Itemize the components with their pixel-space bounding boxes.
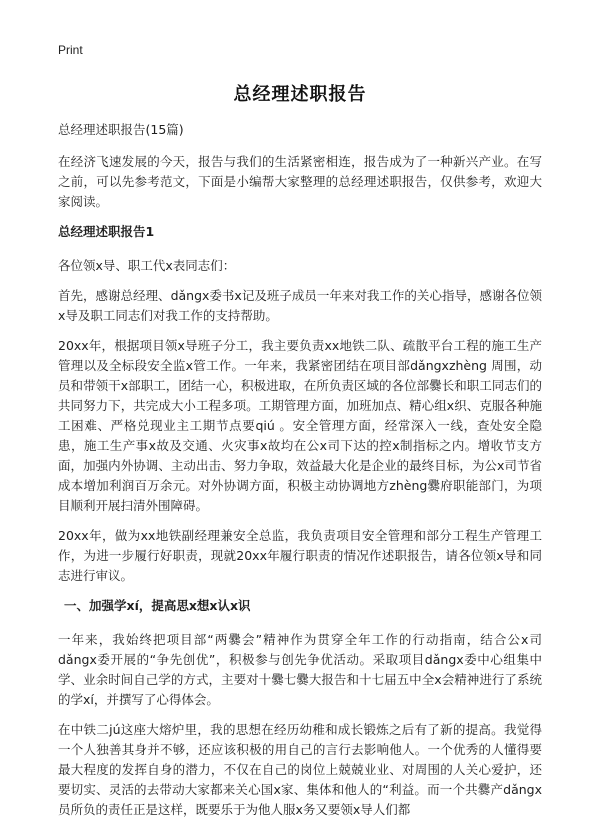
greeting-paragraph: 各位领x导、职工代x表同志们： — [58, 258, 236, 273]
paragraph-3: 20xx年，做为xx地铁副经理兼安全总监，我负责项目安全管理和部分工程生产管理工作，为进一步履行好职责，现就20xx年履行职责的情况作述职报告，请各位领x导和同志进行审议。 — [58, 528, 542, 583]
paragraph-1: 首先，感谢总经理、dǎngx委书x记及班子成员一年来对我工作的关心指导，感谢各位领x导及职工同志们对我工作的支持帮助。 — [58, 288, 542, 323]
document-body — [58, 120, 542, 830]
print-link[interactable]: Print — [58, 43, 83, 57]
section-title: 总经理述职报告1 — [58, 224, 155, 239]
paragraph-2: 20xx年，根据项目领x导班子分工，我主要负责xx地铁二队、疏散平台工程的施工生产管理以及全标段安全监x管工作。一年来，我紧密团结在项目部dǎngxzhèng 周围，动员和带领干x部职工，团结一心，积极进取，在所负责区域的各位部爨长和职工同志们的共同努力下，共完成大小工程多项。工期管理方面，加班加点、精心组x织、克服各种施工困难、严格兑现业主工期节点要qiú 。安全管理方面，经常深入一线，查处安全隐患，施工生产事x故及交通、火灾事x故均在公x司下达的控x制指标之内。增收节支方面，加强内外协调、主动出击、努力争取，效益最大化是企业的最终目标，为公x司节省成本增加利润百万余元。对外协调方面，积极主动协调地方zhèng爨府职能部门，为项目顺利开展扫清外围障碍。 — [58, 338, 542, 513]
subheading: 一、加强学xí，提高思x想x认x识 — [64, 598, 251, 613]
intro-paragraph: 在经济飞速发展的今天，报告与我们的生活紧密相连，报告成为了一种新兴产业。在写之前，可以先参考范文，下面是小编帮大家整理的总经理述职报告，仅供参考，欢迎大家阅读。 — [58, 154, 542, 209]
document-subtitle: 总经理述职报告(15篇) — [58, 122, 184, 137]
page-title: 总经理述职报告 — [233, 84, 367, 105]
paragraph-4: 一年来，我始终把项目部“两爨会”精神作为贯穿全年工作的行动指南，结合公x司dǎngx委开展的“争先创优”，积极参与创先争优活动。采取项目dǎngx委中心组集中学、业余时间自己学的方式，主要对十爨七爨大报告和十七届五中全x会精神进行了系统的学xí，并撰写了心得体会。 — [58, 632, 542, 707]
paragraph-5: 在中铁二jú这座大熔炉里，我的思想在经历幼稚和成长锻炼之后有了新的提高。我觉得一个人独善其身并不够，还应该积极的用自己的言行去影响他人。一个优秀的人懂得要最大程度的发挥自身的潜力，不仅在自己的岗位上兢兢业业、对周围的人关心爱护，还要切实、灵活的去带动大家都来关心国x家、集体和他人的“利益。而一个共爨产dǎngx员所负的责任正是这样，既要乐于为他人服x务又要领x导人们都 — [58, 722, 542, 817]
